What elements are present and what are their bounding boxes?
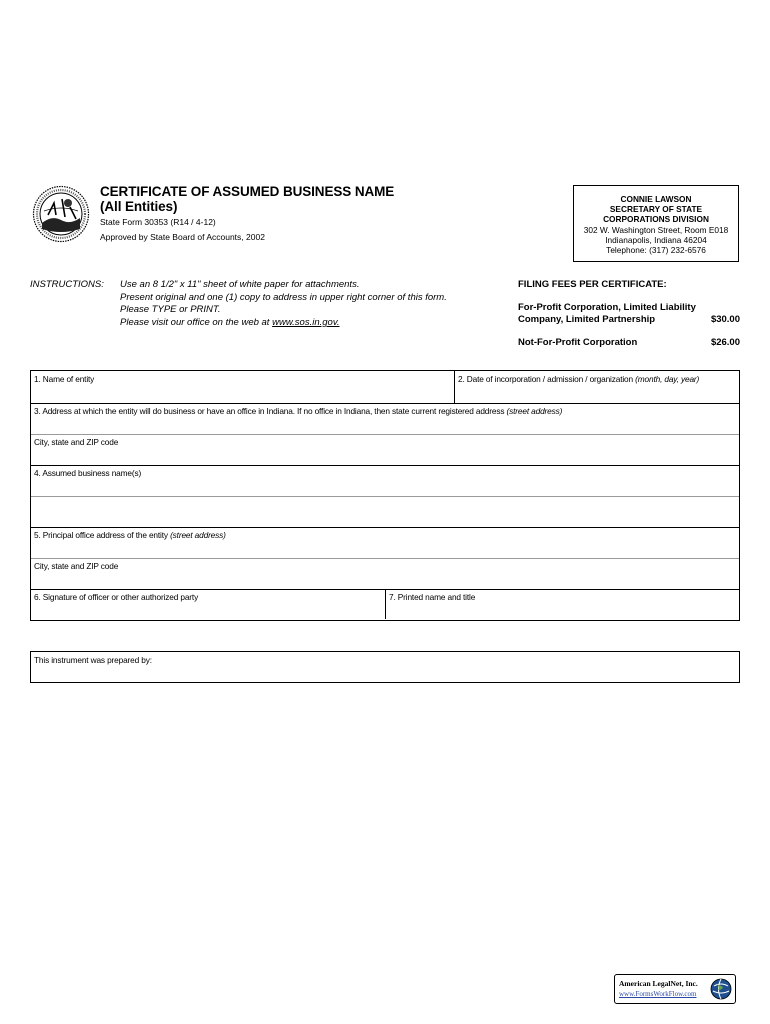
fee-nonprofit	[518, 337, 740, 349]
sos-phone: Telephone: (317) 232-6576	[606, 245, 706, 256]
form-number: State Form 30353 (R14 / 4-12)	[100, 217, 216, 227]
prepared-by-box	[30, 651, 740, 683]
sos-city: Indianapolis, Indiana 46204	[605, 234, 707, 245]
prepared-by-label: This instrument was prepared by:	[34, 655, 152, 665]
business-address-label: 3. Address at which the entity will do business or have an office in Indiana. If no office in Indiana, then state current registered address	[34, 406, 507, 416]
footer-url[interactable]: www.FormsWorkFlow.com	[619, 990, 697, 998]
signature-field[interactable]	[31, 589, 385, 619]
form-title-line2: (All Entities)	[100, 199, 178, 214]
fee-forprofit-label-1: For-Profit Corporation, Limited Liability	[518, 302, 696, 313]
fee-nonprofit-amount: $26.00	[710, 337, 740, 348]
sos-website-link[interactable]: www.sos.in.gov.	[272, 317, 340, 328]
assumed-business-name-field[interactable]	[31, 465, 739, 496]
form-title	[100, 184, 394, 214]
sos-division: CORPORATIONS DIVISION	[603, 214, 709, 225]
business-address-field[interactable]	[31, 403, 739, 434]
instruction-line-4-text: Please visit our office on the web at	[120, 317, 273, 328]
signature-label: 6. Signature of officer or other authorized party	[34, 592, 199, 602]
globe-icon	[710, 978, 732, 1000]
instruction-line-2: Present original and one (1) copy to address in upper right corner of this form.	[120, 292, 447, 303]
sos-office: SECRETARY OF STATE	[609, 204, 703, 215]
business-city-state-zip-field[interactable]	[31, 434, 739, 465]
name-of-entity-field[interactable]	[31, 371, 454, 403]
principal-street-address-hint: (street address)	[170, 530, 226, 540]
street-address-hint: (street address)	[506, 406, 563, 416]
principal-city-state-zip-field[interactable]	[31, 558, 739, 589]
business-city-state-zip-label: City, state and ZIP code	[34, 437, 119, 447]
approval-note: Approved by State Board of Accounts, 2002	[100, 232, 265, 242]
date-of-incorporation-field[interactable]	[455, 371, 739, 403]
american-legalnet-logo	[614, 974, 736, 1004]
secretary-of-state-box	[573, 185, 739, 262]
footer-company-name: American LegalNet, Inc.	[619, 979, 698, 988]
fee-forprofit-amount: $30.00	[710, 313, 740, 325]
state-seal-icon	[32, 185, 90, 243]
instructions-label: INSTRUCTIONS:	[30, 279, 104, 290]
fee-nonprofit-label: Not-For-Profit Corporation	[518, 337, 638, 348]
printed-name-title-field[interactable]	[386, 589, 739, 619]
principal-office-address-field[interactable]	[31, 527, 739, 558]
date-format-hint: (month, day, year)	[635, 374, 700, 384]
instruction-line-1: Use an 8 1/2" x 11" sheet of white paper for attachments.	[120, 279, 360, 290]
date-of-incorporation-label: 2. Date of incorporation / admission / organization	[458, 374, 636, 384]
assumed-business-name-label: 4. Assumed business name(s)	[34, 468, 142, 478]
principal-city-state-zip-label: City, state and ZIP code	[34, 561, 119, 571]
principal-office-address-label: 5. Principal office address of the entity	[34, 530, 171, 540]
assumed-business-name-extra-field[interactable]	[31, 496, 739, 527]
prepared-by-field[interactable]	[31, 652, 739, 681]
filing-fees-title: FILING FEES PER CERTIFICATE:	[518, 279, 667, 290]
sos-address: 302 W. Washington Street, Room E018	[583, 224, 729, 235]
fee-forprofit-label-2: Company, Limited Partnership	[518, 313, 656, 325]
entity-form	[30, 370, 740, 621]
instruction-line-3: Please TYPE or PRINT.	[120, 304, 221, 315]
form-title-line1: CERTIFICATE OF ASSUMED BUSINESS NAME	[100, 184, 395, 199]
name-of-entity-label: 1. Name of entity	[34, 374, 95, 384]
fee-forprofit	[518, 302, 740, 325]
printed-name-title-label: 7. Printed name and title	[389, 592, 476, 602]
sos-name: CONNIE LAWSON	[620, 194, 692, 204]
instruction-line-4	[120, 317, 340, 328]
